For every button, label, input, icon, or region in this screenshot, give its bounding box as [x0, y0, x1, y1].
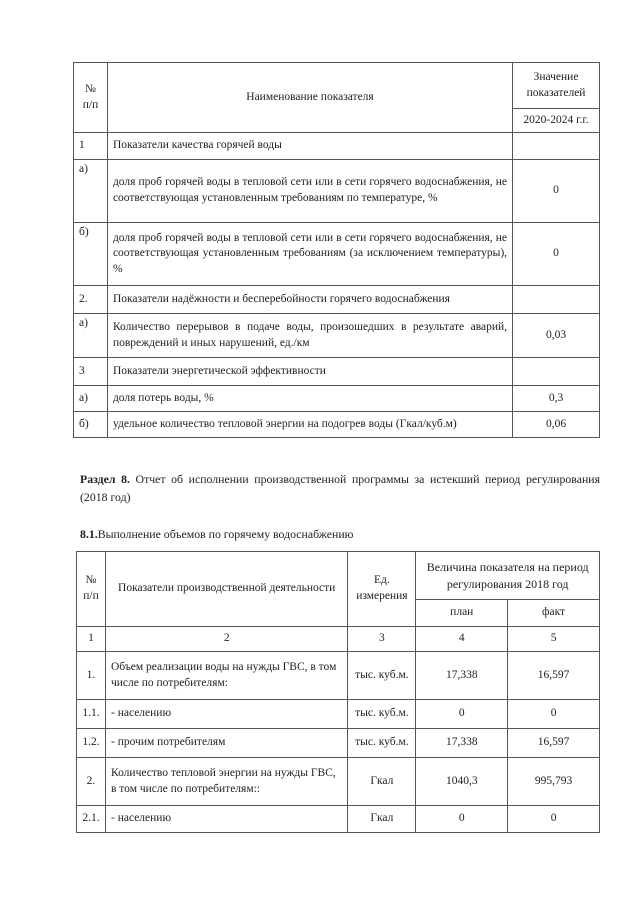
row-num: а): [74, 314, 108, 358]
row-num: 1.2.: [77, 729, 106, 758]
section-8-label: Раздел 8.: [80, 472, 130, 486]
row-num: а): [74, 386, 108, 412]
table-row: [74, 223, 600, 286]
row-unit: тыс. куб.м.: [348, 652, 416, 700]
row-num: 1.: [77, 652, 106, 700]
row-fact: 0: [508, 806, 600, 833]
row-value: [513, 133, 600, 160]
header-plan: план: [416, 600, 508, 627]
table-header-row: [74, 63, 600, 109]
row-value: [513, 358, 600, 386]
row-name: Количество тепловой энергии на нужды ГВС, в том числе по потребителям::: [105, 758, 347, 806]
row-name: Показатели качества горячей воды: [107, 133, 512, 160]
row-plan: 17,338: [416, 652, 508, 700]
row-num: 1.1.: [77, 700, 106, 729]
table-row: [77, 700, 600, 729]
volumes-table: [76, 551, 600, 833]
quality-indicators-table: [73, 62, 600, 438]
row-value: 0,03: [513, 314, 600, 358]
row-name: удельное количество тепловой энергии на подогрев воды (Гкал/куб.м): [107, 412, 512, 438]
table-row: [74, 386, 600, 412]
table-row: [74, 314, 600, 358]
section-8-1-heading: [80, 525, 600, 543]
index-cell: 5: [508, 627, 600, 652]
index-cell: 4: [416, 627, 508, 652]
section-8-1-text: Выполнение объемов по горячему водоснабжению: [97, 527, 354, 541]
index-cell: 3: [348, 627, 416, 652]
header-value: Значение показателей: [513, 63, 600, 109]
row-fact: 16,597: [508, 652, 600, 700]
row-name: - прочим потребителям: [105, 729, 347, 758]
table-row: [77, 806, 600, 833]
row-fact: 995,793: [508, 758, 600, 806]
header-fact: факт: [508, 600, 600, 627]
table-row: [74, 412, 600, 438]
table-row: [77, 729, 600, 758]
row-name: Показатели надёжности и бесперебойности горячего водоснабжения: [107, 286, 512, 314]
header-value: Величина показателя на период регулирования 2018 год: [416, 552, 600, 600]
row-num: 3: [74, 358, 108, 386]
row-name: Показатели энергетической эффективности: [107, 358, 512, 386]
row-unit: Гкал: [348, 758, 416, 806]
row-name: - населению: [105, 806, 347, 833]
row-value: [513, 286, 600, 314]
row-fact: 16,597: [508, 729, 600, 758]
row-name: Объем реализации воды на нужды ГВС, в том числе по потребителям:: [105, 652, 347, 700]
table-row: [77, 758, 600, 806]
row-num: б): [74, 223, 108, 286]
row-num: 1: [74, 133, 108, 160]
row-unit: Гкал: [348, 806, 416, 833]
row-value: 0: [513, 160, 600, 223]
row-value: 0,06: [513, 412, 600, 438]
row-unit: тыс. куб.м.: [348, 729, 416, 758]
row-plan: 17,338: [416, 729, 508, 758]
index-cell: 2: [105, 627, 347, 652]
row-unit: тыс. куб.м.: [348, 700, 416, 729]
row-name: - населению: [105, 700, 347, 729]
section-8-text: Отчет об исполнении производственной программы за истекший период регулирования (2018 год): [80, 472, 601, 505]
row-fact: 0: [508, 700, 600, 729]
row-num: б): [74, 412, 108, 438]
row-name: доля проб горячей воды в тепловой сети или в сети горячего водоснабжения, не соответствующая установленным требованиям (за исключением температуры), %: [107, 223, 512, 286]
index-row: [77, 627, 600, 652]
row-plan: 0: [416, 700, 508, 729]
header-period: 2020-2024 г.г.: [513, 109, 600, 133]
row-name: Количество перерывов в подаче воды, произошедших в результате аварий, повреждений и иных нарушений, ед./км: [107, 314, 512, 358]
table-header-row: [77, 552, 600, 600]
index-cell: 1: [77, 627, 106, 652]
header-num: № п/п: [74, 63, 108, 133]
row-name: доля потерь воды, %: [107, 386, 512, 412]
header-unit: Ед. измерения: [348, 552, 416, 627]
table-row: [74, 358, 600, 386]
table-row: [74, 160, 600, 223]
row-plan: 1040,3: [416, 758, 508, 806]
row-plan: 0: [416, 806, 508, 833]
row-num: 2.1.: [77, 806, 106, 833]
table-row: [74, 286, 600, 314]
header-indicator: Показатели производственной деятельности: [105, 552, 347, 627]
table-row: [74, 133, 600, 160]
row-num: 2.: [74, 286, 108, 314]
row-value: 0: [513, 223, 600, 286]
section-8-heading: [80, 470, 600, 507]
header-name: Наименование показателя: [107, 63, 512, 133]
row-value: 0,3: [513, 386, 600, 412]
row-num: а): [74, 160, 108, 223]
row-num: 2.: [77, 758, 106, 806]
table-row: [77, 652, 600, 700]
section-8-1-label: 8.1.: [80, 527, 98, 541]
row-name: доля проб горячей воды в тепловой сети или в сети горячего водоснабжения, не соответствующая установленным требованиям по температуре, %: [107, 160, 512, 223]
header-num: № п/п: [77, 552, 106, 627]
